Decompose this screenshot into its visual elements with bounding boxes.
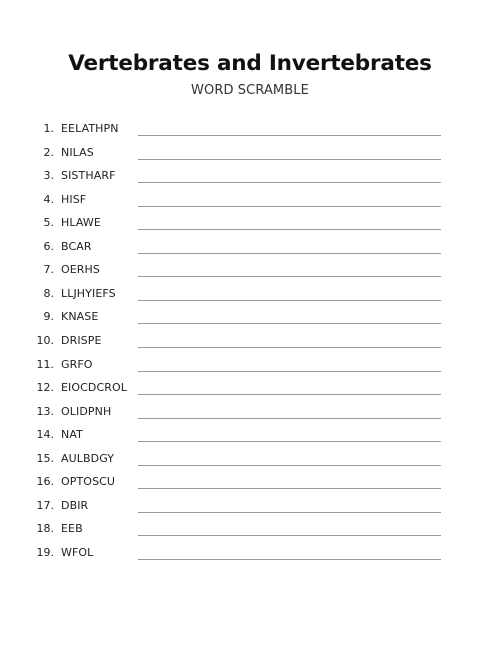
item-number: 1. — [43, 122, 54, 135]
scrambled-word: KNASE — [61, 310, 99, 324]
list-item — [0, 285, 500, 309]
item-number: 14. — [36, 428, 54, 442]
list-item — [0, 261, 500, 285]
scrambled-word: HLAWE — [61, 216, 101, 230]
item-number: 18. — [36, 522, 54, 536]
answer-line[interactable] — [138, 371, 441, 372]
item-number: 16. — [36, 475, 54, 489]
answer-line[interactable] — [138, 323, 441, 324]
list-item — [0, 238, 500, 262]
list-item — [0, 497, 500, 521]
item-number: 15. — [36, 451, 54, 465]
list-item — [0, 544, 500, 568]
item-number: 7. — [43, 263, 54, 277]
scrambled-word: HISF — [61, 192, 87, 206]
item-number: 8. — [43, 286, 54, 300]
answer-line[interactable] — [138, 182, 441, 183]
scrambled-word: DBIR — [61, 498, 89, 512]
item-number: 4. — [43, 192, 54, 206]
item-number: 9. — [43, 310, 54, 324]
scrambled-word: SISTHARF — [61, 169, 116, 183]
answer-line[interactable] — [138, 394, 441, 395]
list-item — [0, 403, 500, 427]
answer-line[interactable] — [138, 135, 441, 136]
answer-line[interactable] — [138, 465, 441, 466]
list-item — [0, 167, 500, 191]
list-item — [0, 520, 500, 544]
scrambled-word: NILAS — [61, 145, 94, 159]
scrambled-word: OERHS — [61, 263, 101, 277]
item-number: 10. — [36, 333, 54, 347]
answer-line[interactable] — [138, 229, 441, 230]
answer-line[interactable] — [138, 535, 441, 536]
page-title: Vertebrates and Invertebrates — [68, 51, 432, 76]
answer-line[interactable] — [138, 206, 441, 207]
item-number: 19. — [36, 545, 54, 559]
answer-line[interactable] — [138, 559, 441, 560]
list-item — [0, 379, 500, 403]
answer-line[interactable] — [138, 276, 441, 277]
list-item — [0, 120, 500, 144]
scrambled-word: BCAR — [61, 239, 92, 253]
answer-line[interactable] — [138, 488, 441, 489]
answer-line[interactable] — [138, 300, 441, 301]
item-number: 12. — [36, 381, 54, 395]
scrambled-word: EELATHPN — [61, 122, 119, 135]
list-item — [0, 426, 500, 450]
scrambled-word: EEB — [61, 522, 83, 536]
answer-line[interactable] — [138, 347, 441, 348]
scrambled-word: OLIDPNH — [61, 404, 112, 418]
item-number: 11. — [36, 357, 54, 371]
list-item — [0, 332, 500, 356]
item-number: 17. — [36, 498, 54, 512]
page-subtitle: WORD SCRAMBLE — [191, 83, 309, 98]
scrambled-word: EIOCDCROL — [61, 381, 128, 395]
scrambled-word: OPTOSCU — [61, 475, 116, 489]
item-number: 3. — [43, 169, 54, 183]
list-item — [0, 450, 500, 474]
answer-line[interactable] — [138, 418, 441, 419]
scrambled-word: LLJHYIEFS — [61, 286, 116, 300]
list-item — [0, 214, 500, 238]
scrambled-word: WFOL — [61, 545, 94, 559]
scrambled-word: AULBDGY — [61, 451, 115, 465]
item-number: 5. — [43, 216, 54, 230]
answer-line[interactable] — [138, 159, 441, 160]
list-item — [0, 144, 500, 168]
list-item — [0, 473, 500, 497]
list-item — [0, 356, 500, 380]
scrambled-word: DRISPE — [61, 333, 102, 347]
item-number: 2. — [43, 145, 54, 159]
scrambled-word: NAT — [61, 428, 83, 442]
item-number: 13. — [36, 404, 54, 418]
answer-line[interactable] — [138, 253, 441, 254]
scrambled-word: GRFO — [61, 357, 93, 371]
answer-line[interactable] — [138, 512, 441, 513]
answer-line[interactable] — [138, 441, 441, 442]
list-item — [0, 191, 500, 215]
item-number: 6. — [43, 239, 54, 253]
list-item — [0, 308, 500, 332]
